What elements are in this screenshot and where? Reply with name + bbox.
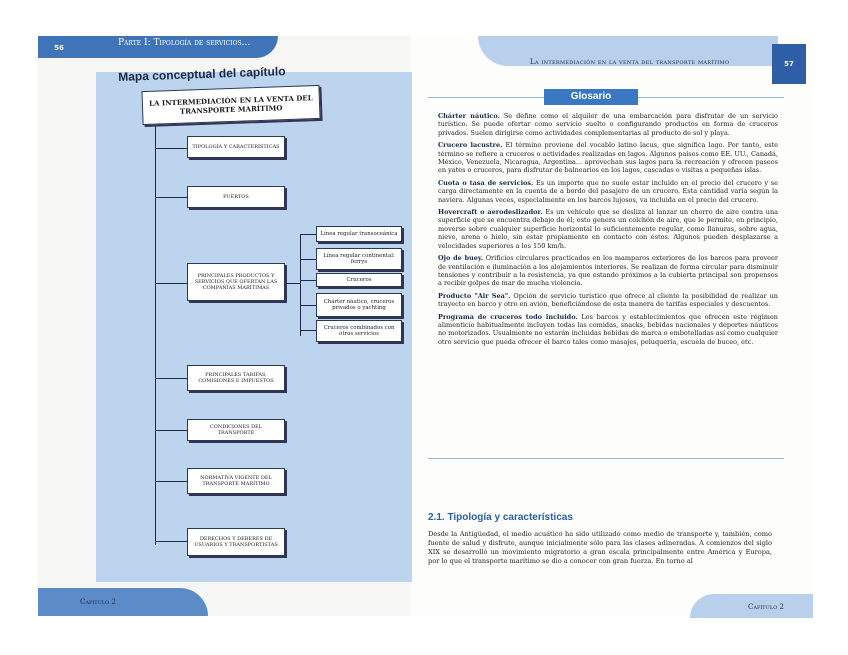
glossary-definition: Opción de servicio turístico que ofrece al cliente la posibilidad de realizar un trayecto en barco y otro en avión, beneficiándose de esta manera de tarifas especiales y descuentos. [438,291,778,309]
sub-connector-5 [300,330,316,331]
map-node-tarifas: PRINCIPALES TARIFAS, COMISIONES E IMPUESTOS [187,365,285,391]
glossary-term: Hovercraft o aerodeslizador. [438,208,543,217]
part-header: Parte I: Tipología de servicios... [118,38,251,48]
glossary-term: Chárter náutico. [438,112,500,120]
section-title: 2.1. Tipología y características [428,512,573,523]
glossary-term: Producto "Air Sea". [438,291,511,300]
sub-node-transoceanica: Línea regular transoceánica [316,226,402,242]
map-node-tipologia: TIPOLOGÍA Y CARACTERÍSTICAS [187,136,285,158]
glossary-definition: Es un importe que no suele estar incluido en el precio del crucero y se carga directamente en la cuenta de a bordo del pasajero de un crucero. Esta cantidad varía según la naviera. Algunas veces, especialmente en los barcos lujosos, va incluida en el precio del crucero. [438,178,778,204]
glossary-term: Ojo de buey. [438,254,484,263]
connector-2 [155,197,187,198]
glossary-entry [438,292,778,309]
connector-6 [155,481,187,482]
section-body: Desde la Antigüedad, el medio acuático ha sido utilizado como medio de transporte y, también, como fuente de salud y disfrute, aunque inicialmente sólo para las clases adineradas. A comienzos del siglo XIX se desarrolló un movimiento migratorio a gran escala principalmente entre América y Europa, por lo que el transporte marítimo se dio a conocer con gran fuerza. En torno al [428,530,772,565]
glossary-entry [438,208,778,250]
glossary-term: Cuota o tasa de servicios. [438,178,534,187]
glossary-definition: Orificios circulares practicados en los mamparos exteriores de los barcos para proveer de ventilación e iluminación a los alojamientos interiores. Se realizan de forma circular para disminuir tensiones y contribuir a la resistencia, ya que estando próximos a la cubierta principal son propensos a recibir golpes de mar de mucha violencia. [438,254,778,288]
branch-connector [285,283,300,284]
sub-connector-2 [300,259,316,260]
map-node-derechos: DERECHOS Y DEBERES DE USUARIOS Y TRANSPORTISTAS [187,528,285,556]
glossary-definition: Los barcos y establecimientos que ofrecen este régimen alimenticio habitualmente incluyen todas las comidas, snacks, bebidas nacionales y deportes náuticos no motorizados. Usualmente no estarán incluidas bebidas de marca o embotelladas así como cualquier otro servicio que pueda ofrecer el barco tales como masajes, peluquería, escuela de buceo, etc. [438,312,778,346]
glossary-end-rule [428,458,784,459]
map-root-node: LA INTERMEDIACIÓN EN LA VENTA DEL TRANSPORTE MARÍTIMO [141,85,320,125]
left-page-number: 56 [54,44,64,52]
glossary-entry [438,141,778,175]
running-head: La intermediación en la venta del transporte marítimo [530,58,730,66]
glossary-term: Crucero lacustre. [438,141,503,150]
glossary-entry [438,313,778,347]
connector-3 [155,283,187,284]
map-trunk-line [155,125,156,545]
connector-1 [155,148,187,149]
map-node-condiciones: CONDICIONES DEL TRANSPORTE [187,419,285,441]
glossary-definition: El término proviene del vocablo latino lacus, que significa lago. Por tanto, este término se refiere a cruceros o actividades realizadas en lagos. Algunos países como EE. UU., Canadá, México, Venezuela, Nicaragua, Argentina... aprovechan sus lagos para la recreación y ofrecen paseos en yates o cruceros, para disfrutar de balnearios en los lagos, cascadas o visitas a pequeñas islas. [438,141,778,175]
map-node-productos: PRINCIPALES PRODUCTOS Y SERVICIOS QUE OFERTAN LAS COMPAÑÍAS MARÍTIMAS [187,263,285,301]
left-footer-chapter: Capítulo 2 [80,598,116,606]
glossary-entry [438,112,778,137]
glossary-entry [438,179,778,204]
right-page-number: 57 [772,44,806,84]
sub-connector-3 [300,280,316,281]
glossary-term: Programa de cruceros todo incluido. [438,312,578,321]
sub-node-ferrys: Línea regular continental: ferrys [316,248,402,270]
sub-node-combinados: Cruceros combinados con otros servicios [316,320,402,342]
branch-trunk [300,234,301,336]
glossary-entry [438,254,778,288]
connector-4 [155,378,187,379]
sub-node-cruceros: Cruceros [316,273,402,287]
glossary-list [438,112,778,350]
glossary-definition: Es un vehículo que se desliza al lanzar un chorro de aire contra una superficie que se encuentra debajo de él; esto genera un colchón de aire, que le permite, en principio, moverse sobre cualquier superficie horizontal lo suficientemente regular, como llanuras, sobre agua, nieve, arena o hielo, sin estar propiamente en contacto con éstos. Algunos pueden desplazarse a velocidades superiores a los 150 km/h. [438,208,779,250]
sub-connector-4 [300,305,316,306]
connector-7 [155,541,187,542]
map-node-normativa: NORMATIVA VIGENTE DEL TRANSPORTE MARÍTIMO [187,468,285,494]
map-title: Mapa conceptual del capítulo [118,64,286,84]
sub-connector-1 [300,234,316,235]
connector-5 [155,430,187,431]
left-footer-band [38,588,208,616]
glossary-title: Glosario [544,89,638,105]
glossary-definition: Se define como el alquiler de una embarcación para disfrutar de un servicio turístico. Se puede ofertar como servicio suelto o configurando productos en forma de cruceros privados. Suelen dirigirse como actividades complementarias al producto de sol y playa. [438,112,778,137]
sub-node-charter: Chárter náutico, cruceros privados o yachting [316,293,402,317]
map-node-puertos: PUERTOS [187,186,285,208]
right-footer-chapter: Capítulo 2 [748,603,784,611]
